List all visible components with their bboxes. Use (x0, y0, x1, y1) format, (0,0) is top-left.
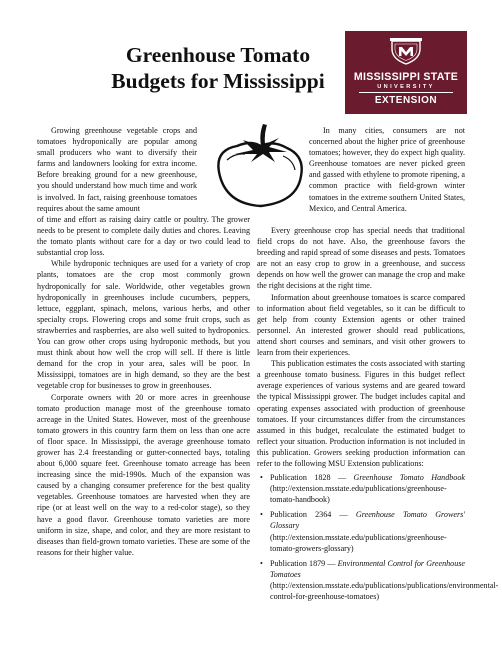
logo-extension: EXTENSION (374, 95, 438, 106)
title-line-2: Budgets for Mississippi (111, 69, 325, 93)
paragraph: Corporate owners with 20 or more acres in greenhouse tomato production manage most of the greenhouse tomato acreage in the United States. However, most of the greenhouse tomato growers in this country farm them on less than one acre of floor space. In Mississippi, the average greenhouse tomato grower has 2.4 freestanding or gutter-connected bays, totaling about 6,000 square feet. Greenhouse tomato acreage has been increasing since the mid-1990s. Much of the expansion was caused by a changing consumer preference for the best quality vegetables. Greenhouse tomatoes are harvested when they are ripe (or at least well on the way to a red-color stage), so they have a good flavor. Greenhouse tomato varieties are more uniform in size, shape, and color, and they are more resistant to diseases than field-grown tomato varieties. These are some of the reasons for their higher value. (37, 392, 250, 557)
paragraph: In many cities, consumers are not concerned about the higher price of greenhouse tomatoes; however, they do expect high quality. Greenhouse tomatoes are never picked green and gassed with ethylene to promote ripening, a common practice with field-grown winter tomatoes in the extreme southern United States, Mexico, and Central America. (309, 126, 465, 213)
publication-list (257, 472, 499, 602)
paragraph: of time and effort as raising dairy cattle or poultry. The grower needs to be present to complete daily duties and chores. Leaving the tomato plants without care for a day or two could lead to substantial crop loss. (37, 215, 250, 258)
list-item: • Publication 1828 — Greenhouse Tomato Handbook (http://extension.msstate.edu/publications/greenhouse-tomato-handbook) (257, 472, 465, 505)
paragraph: Information about greenhouse tomatoes is scarce compared to information about field vegetables, so it can be difficult to get help from county Extension agents or other trained personnel. An interested grower should read publications, attend short courses and seminars, and visit other growers to learn from their experiences. (257, 292, 465, 358)
logo-name: MISSISSIPPI STATE (353, 71, 459, 83)
document-title (78, 42, 358, 94)
tomato-illustration (205, 120, 313, 212)
right-column (257, 225, 499, 606)
paragraph: Every greenhouse crop has special needs that traditional field crops do not have. Also, the greenhouse favors the breeding and rapid spread of some diseases and pests. Tomatoes are not an easy crop to grow in a greenhouse, and success depends on how well the grower can manage the crop and make the right decisions at the right time. (257, 226, 465, 291)
msu-extension-logo (345, 31, 467, 114)
title-line-1: Greenhouse Tomato (125, 43, 311, 67)
left-column (37, 214, 250, 558)
paragraph: Growing greenhouse vegetable crops and tomatoes hydroponically are popular among small producers who want to diversify their farms and landowners looking for extra income. Before breaking ground for a new greenhouse, you should understand how much time and work is involved. In fact, raising greenhouse tomatoes requires about the same amount (37, 126, 197, 213)
msu-seal-icon (388, 37, 424, 65)
logo-divider (359, 92, 453, 93)
paragraph: While hydroponic techniques are used for a variety of crop plants, tomatoes are the crop most commonly grown hydroponically for sale. Worldwide, other vegetables grown hydroponically in greenhouses include cucumbers, peppers, lettuce, eggplant, spinach, melons, various herbs, and other specialty crops. Flowering crops and some fruit crops, such as strawberries and raspberries, are also well suited to hydroponics. You can grow other crops using hydroponic methods, but you must think about how well the crop will sell. If there is little demand for the crop in your area, sales will be poor. In Mississippi, tomatoes are in high demand, so they are the best vegetable crop for businesses to grow in greenhouses. (37, 259, 250, 391)
left-intro-column (37, 125, 197, 214)
logo-university: UNIVERSITY (377, 84, 435, 90)
list-item: • Publication 1879 — Environmental Control for Greenhouse Tomatoes (http://extension.msstate.edu/publications/publications/environmental-control-for-greenhouse-tomatoes) (257, 558, 465, 602)
list-item: • Publication 2364 — Greenhouse Tomato Growers' Glossary (http://extension.msstate.edu/publications/greenhouse-tomato-growers-glossary) (257, 509, 465, 553)
right-intro-column (309, 125, 465, 214)
paragraph: This publication estimates the costs associated with starting a greenhouse tomato business. Figures in this budget reflect average experiences of various systems and are geared toward the typical Mississippi grower. The budget includes capital and operating expenses associated with production of greenhouse tomatoes. If your circumstances differ from the circumstances assumed in this budget, recalculate the estimated budget to reflect your situation. Production information is not included in this publication. Growers seeking production information can refer to the following MSU Extension publications: (257, 359, 465, 468)
